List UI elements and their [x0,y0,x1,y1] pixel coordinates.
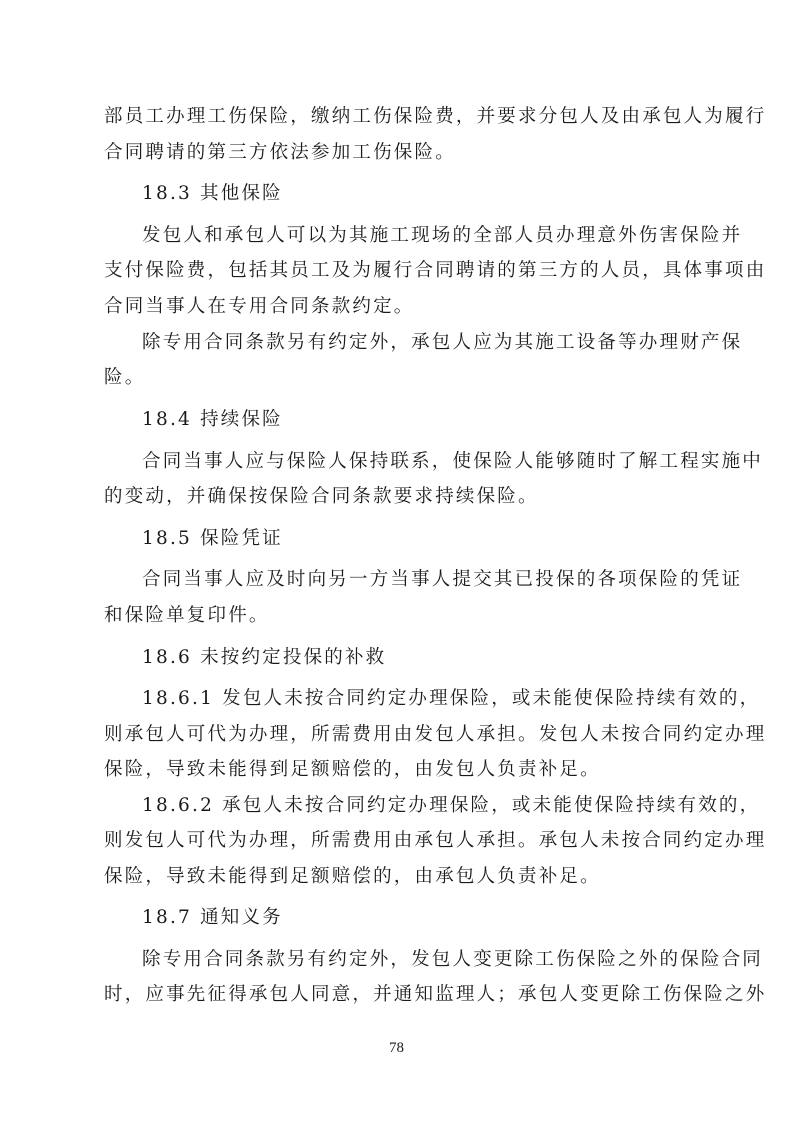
page-number: 78 [389,1040,404,1056]
body-text-line: 支付保险费，包括其员工及为履行合同聘请的第三方的人员，具体事项由 [104,260,767,281]
body-text-line: 18.6.2 承包人未按合同约定办理保险，或未能使保险持续有效的， [142,795,761,816]
section-heading-18-7: 18.7 通知义务 [142,907,283,928]
body-text-line: 和保险单复印件。 [104,605,270,626]
section-heading-18-5: 18.5 保险凭证 [142,528,283,549]
body-text-line: 除专用合同条款另有约定外，承包人应为其施工设备等办理财产保 [142,332,743,353]
body-text-line: 合同当事人应与保险人保持联系，使保险人能够随时了解工程实施中 [142,451,764,472]
body-text-line: 除专用合同条款另有约定外，发包人变更除工伤保险之外的保险合同 [142,949,764,970]
body-text-line: 合同当事人在专用合同条款约定。 [104,296,415,317]
body-text-line: 18.6.1 发包人未按合同约定办理保险，或未能使保险持续有效的， [142,688,761,709]
body-text-line: 险。 [104,367,146,388]
section-heading-18-4: 18.4 持续保险 [142,409,283,430]
body-text-line: 则发包人可代为办理，所需费用由承包人承担。承包人未按合同约定办理 [104,830,767,851]
body-text-line: 合同当事人应及时向另一方当事人提交其已投保的各项保险的凭证 [142,569,743,590]
body-text-line: 则承包人可代为办理，所需费用由发包人承担。发包人未按合同约定办理 [104,724,767,745]
section-heading-18-6: 18.6 未按约定投保的补救 [142,647,387,668]
body-text-line: 部员工办理工伤保险，缴纳工伤保险费，并要求分包人及由承包人为履行 [104,106,767,127]
body-text-line: 的变动，并确保按保险合同条款要求持续保险。 [104,486,539,507]
section-heading-18-3: 18.3 其他保险 [142,183,283,204]
body-text-line: 保险，导致未能得到足额赔偿的，由发包人负责补足。 [104,759,601,780]
body-text-line: 发包人和承包人可以为其施工现场的全部人员办理意外伤害保险并 [142,225,743,246]
body-text-line: 合同聘请的第三方依法参加工伤保险。 [104,142,456,163]
body-text-line: 时，应事先征得承包人同意，并通知监理人；承包人变更除工伤保险之外 [104,984,767,1005]
body-text-line: 保险，导致未能得到足额赔偿的，由承包人负责补足。 [104,866,601,887]
